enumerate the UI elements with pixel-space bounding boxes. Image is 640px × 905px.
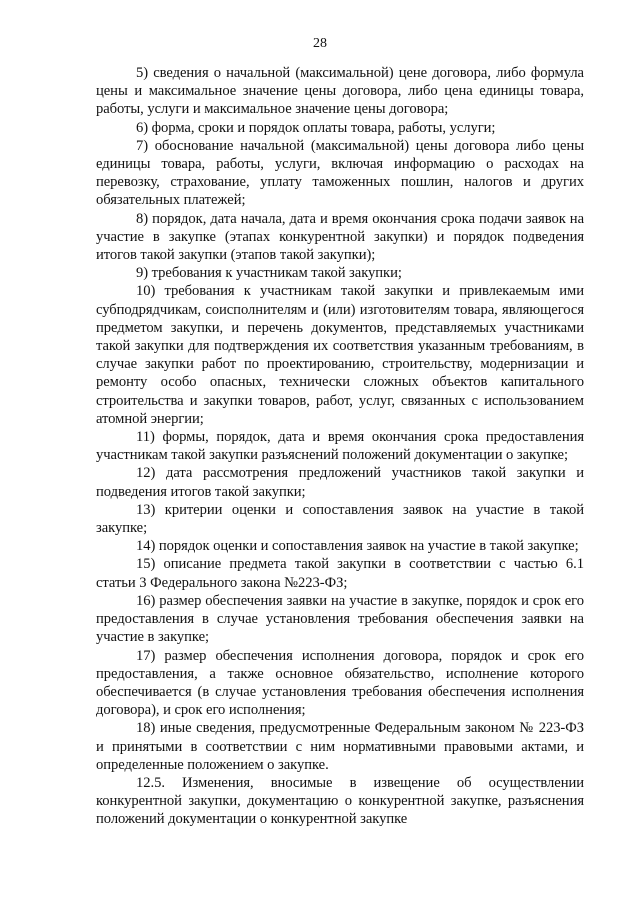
paragraph-item-8: 8) порядок, дата начала, дата и время окончания срока подачи заявок на участие в закупке (этапах конкурентной закупки) и порядок подведения итогов такой закупки (этапов такой закупки); [96, 210, 584, 264]
paragraph-item-13: 13) критерии оценки и сопоставления заявок на участие в такой закупке; [96, 501, 584, 537]
paragraph-item-18: 18) иные сведения, предусмотренные Федеральным законом № 223-ФЗ и принятыми в соответствии с ним нормативными правовыми актами, и определенные положением о закупке. [96, 720, 584, 773]
paragraph-item-5: 5) сведения о начальной (максимальной) цене договора, либо формула цены и максимальное значение цены договора, либо цена единицы товара, работы, услуги и максимальное значение цены договора; [96, 65, 584, 118]
paragraph-item-9: 9) требования к участникам такой закупки; [136, 265, 402, 282]
section-12-5-paragraph: 12.5. Изменения, вносимые в извещение об осуществлении конкурентной закупки, документацию о конкурентной закупке, разъяснения положений документации о конкурентной закупке [96, 774, 584, 828]
paragraph-item-10: 10) требования к участникам такой закупки и привлекаемым ими субподрядчикам, соисполнителям и (или) изготовителям товара, являющегося предметом закупки, и перечень документов, представляемых участниками такой закупки для подтверждения их соответствия указанным требованиям, в случае закупки работ по проектированию, строительству, модернизации и ремонту особо опасных, технически сложных объектов капитального строительства и закупки товаров, работ, услуг, связанных с использованием атомной энергии; [96, 283, 584, 427]
paragraph-item-11: 11) формы, порядок, дата и время окончания срока предоставления участникам такой закупки разъяснений положений документации о закупке; [96, 429, 584, 464]
paragraph-item-14: 14) порядок оценки и сопоставления заявок на участие в такой закупке; [136, 538, 579, 555]
paragraph-item-7: 7) обоснование начальной (максимальной) цены договора либо цены единицы товара, работы, услуги, включая информацию о расходах на перевозку, страхование, уплату таможенных пошлин, налогов и других обязательных платежей; [96, 137, 584, 209]
document-body [96, 64, 584, 829]
paragraph-item-17: 17) размер обеспечения исполнения договора, порядок и срок его предоставления, а также основное обязательство, исполнение которого обеспечивается (в случае установления требования обеспечения исполнения договора), и срок его исполнения; [96, 647, 584, 719]
page-number: 28 [313, 36, 327, 51]
paragraph-item-15: 15) описание предмета такой закупки в соответствии с частью 6.1 статьи 3 Федерального закона №223-ФЗ; [96, 556, 584, 591]
paragraph-item-16: 16) размер обеспечения заявки на участие в закупке, порядок и срок его предоставления в случае установления требования обеспечения заявки на участие в закупке; [96, 592, 584, 646]
paragraph-item-12: 12) дата рассмотрения предложений участников такой закупки и подведения итогов такой закупки; [96, 465, 584, 500]
paragraph-item-6: 6) форма, сроки и порядок оплаты товара, работы, услуги; [136, 119, 496, 136]
